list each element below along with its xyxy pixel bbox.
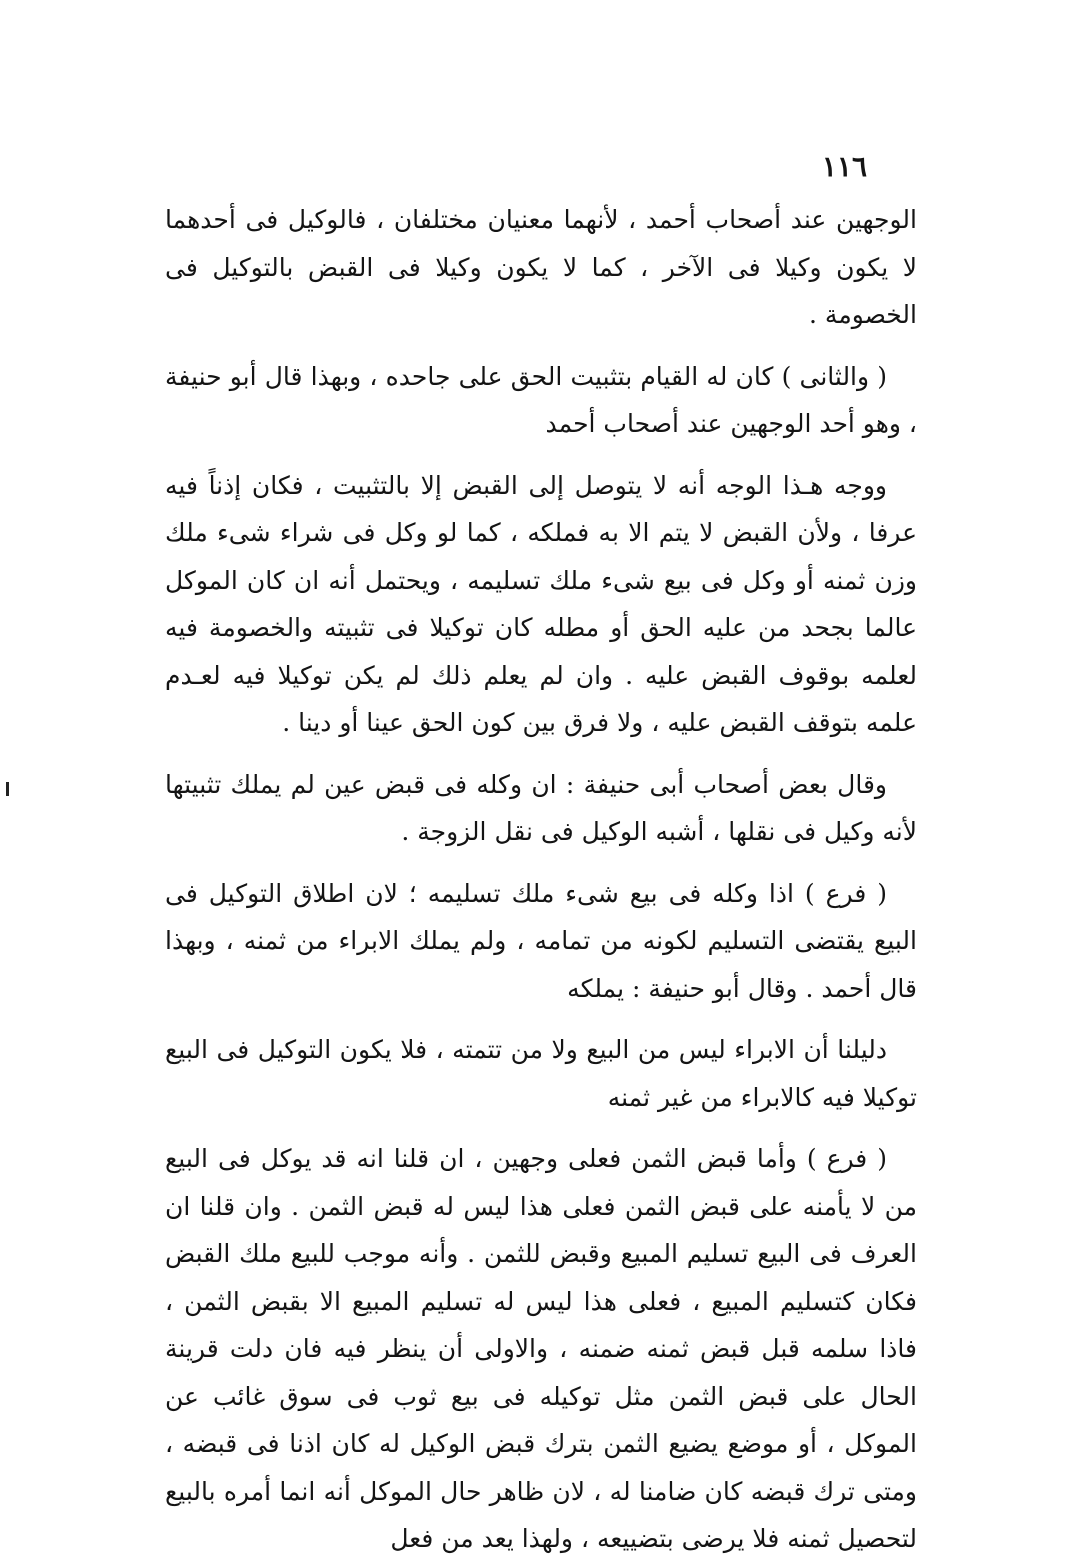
paragraph-5: ( فرع ) اذا وكله فى بيع شىء ملك تسليمه ؛ لان اطلاق التوكيل فى البيع يقتضى التسليم لكونه من تمامه ، ولم يملك الابراء من ثمنه ، وبهذا قال أحمد . وقال أبو حنيفة : يملكه: [165, 878, 917, 1003]
paragraph-3: ووجه هـذا الوجه أنه لا يتوصل إلى القبض إلا بالتثبيت ، فكان إذناً فيه عرفا ، ولأن القبض لا يتم الا به فملكه ، كما لو وكل فى شراء شىء ملك وزن ثمنه أو وكل فى بيع شىء ملك تسليمه ، ويحتمل أنه ان كان الموكل عالما بجحد من عليه الحق أو مطله كان توكيلا فى تثبيته والخصومة فيه لعلمه بوقوف القبض عليه . وان لم يعلم ذلك لم يكن توكيلا فيه لعـدم علمه بتوقف القبض عليه ، ولا فرق بين كون الحق عينا أو دينا .: [165, 470, 917, 737]
scan-edge-mark: [6, 782, 9, 796]
paragraph-6: دليلنا أن الابراء ليس من البيع ولا من تتمته ، فلا يكون التوكيل فى البيع توكيلا فيه كالابراء من غير ثمنه: [165, 1035, 917, 1112]
paragraph-2: ( والثانى ) كان له القيام بتثبيت الحق على جاحده ، وبهذا قال أبو حنيفة ، وهو أحد الوجهين عند أصحاب أحمد: [165, 361, 917, 438]
page-number: ١١٦: [821, 150, 867, 183]
body-text: [165, 196, 917, 1563]
paragraph-4: وقال بعض أصحاب أبى حنيفة : ان وكله فى قبض عين لم يملك تثبيتها لأنه وكيل فى نقلها ، أشبه الوكيل فى نقل الزوجة .: [165, 769, 917, 846]
paragraph-1: الوجهين عند أصحاب أحمد ، لأنهما معنيان مختلفان ، فالوكيل فى أحدهما لا يكون وكيلا فى الآخر ، كما لا يكون وكيلا فى القبض بالتوكيل فى الخصومة .: [165, 205, 917, 329]
paragraph-7: ( فرع ) وأما قبض الثمن فعلى وجهين ، ان قلنا انه قد يوكل فى البيع من لا يأمنه على قبض الثمن فعلى هذا ليس له قبض الثمن . وان قلنا ان العرف فى البيع تسليم المبيع وقبض للثمن . وأنه موجب للبيع ملك القبض فكان كتسليم المبيع ، فعلى هذا ليس له تسليم المبيع الا بقبض الثمن ، فاذا سلمه قبل قبض ثمنه ضمنه ، والاولى أن ينظر فيه فان دلت قرينة الحال على قبض الثمن مثل توكيله فى بيع ثوب فى سوق غائب عن الموكل ، أو موضع يضيع الثمن بترك قبض الوكيل له كان اذنا فى قبضه ، ومتى ترك قبضه كان ضامنا له ، لان ظاهر حال الموكل أنه انما أمره بالبيع لتحصيل ثمنه فلا يرضى بتضييعه ، ولهذا يعد من فعل: [165, 1144, 917, 1553]
